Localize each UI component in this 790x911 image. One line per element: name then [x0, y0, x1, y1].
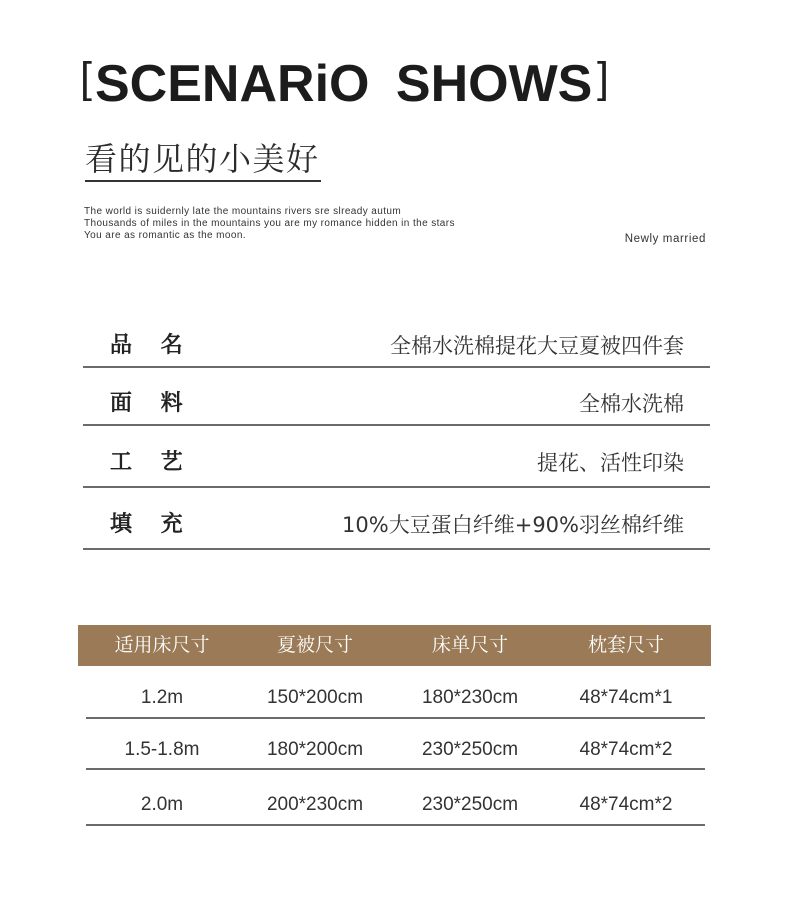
- spec-divider: [83, 424, 710, 426]
- subtitle-underline: [85, 180, 321, 182]
- quilt-size-cell: 180*200cm: [266, 739, 364, 760]
- intro-line: The world is suidernly late the mountains rivers sre slready autum: [84, 206, 402, 217]
- row-divider: [86, 717, 705, 719]
- collection-tag: Newly married: [624, 233, 706, 245]
- subtitle: 看的见的小美好: [85, 140, 320, 178]
- intro-line: Thousands of miles in the mountains you are my romance hidden in the stars: [84, 218, 455, 229]
- row-divider: [86, 768, 705, 770]
- spec-label: 工 艺: [110, 450, 183, 475]
- intro-text: [84, 206, 455, 242]
- spec-label: 填 充: [110, 512, 183, 537]
- column-header-bed-size: 适用床尺寸: [114, 634, 210, 656]
- spec-label: 面 料: [110, 391, 183, 416]
- column-header-sheet-size: 床单尺寸: [431, 634, 508, 656]
- page-title: SCENARiO SHOWS: [95, 55, 593, 113]
- sheet-size-cell: 230*250cm: [421, 794, 519, 815]
- bed-size-cell: 1.2m: [140, 687, 184, 708]
- spec-value: 10%大豆蛋白纤维+90%羽丝棉纤维: [342, 513, 684, 537]
- spec-value: 全棉水洗棉提花大豆夏被四件套: [390, 334, 684, 358]
- pillowcase-size-cell: 48*74cm*2: [579, 739, 673, 760]
- spec-divider: [83, 486, 710, 488]
- spec-value: 全棉水洗棉: [579, 392, 684, 416]
- title-close-bracket: ]: [597, 54, 609, 102]
- row-divider: [86, 824, 705, 826]
- spec-divider: [83, 548, 710, 550]
- spec-value: 提花、活性印染: [537, 451, 684, 475]
- pillowcase-size-cell: 48*74cm*1: [579, 687, 673, 708]
- quilt-size-cell: 200*230cm: [266, 794, 364, 815]
- spec-divider: [83, 366, 710, 368]
- column-header-quilt-size: 夏被尺寸: [276, 634, 353, 656]
- spec-label: 品 名: [110, 333, 183, 358]
- intro-line: You are as romantic as the moon.: [84, 230, 246, 241]
- sheet-size-cell: 230*250cm: [421, 739, 519, 760]
- bed-size-cell: 2.0m: [140, 794, 184, 815]
- bed-size-cell: 1.5-1.8m: [124, 739, 200, 760]
- quilt-size-cell: 150*200cm: [266, 687, 364, 708]
- title-open-bracket: [: [80, 54, 92, 102]
- pillowcase-size-cell: 48*74cm*2: [579, 794, 673, 815]
- column-header-pillowcase-size: 枕套尺寸: [587, 634, 664, 656]
- sheet-size-cell: 180*230cm: [421, 687, 519, 708]
